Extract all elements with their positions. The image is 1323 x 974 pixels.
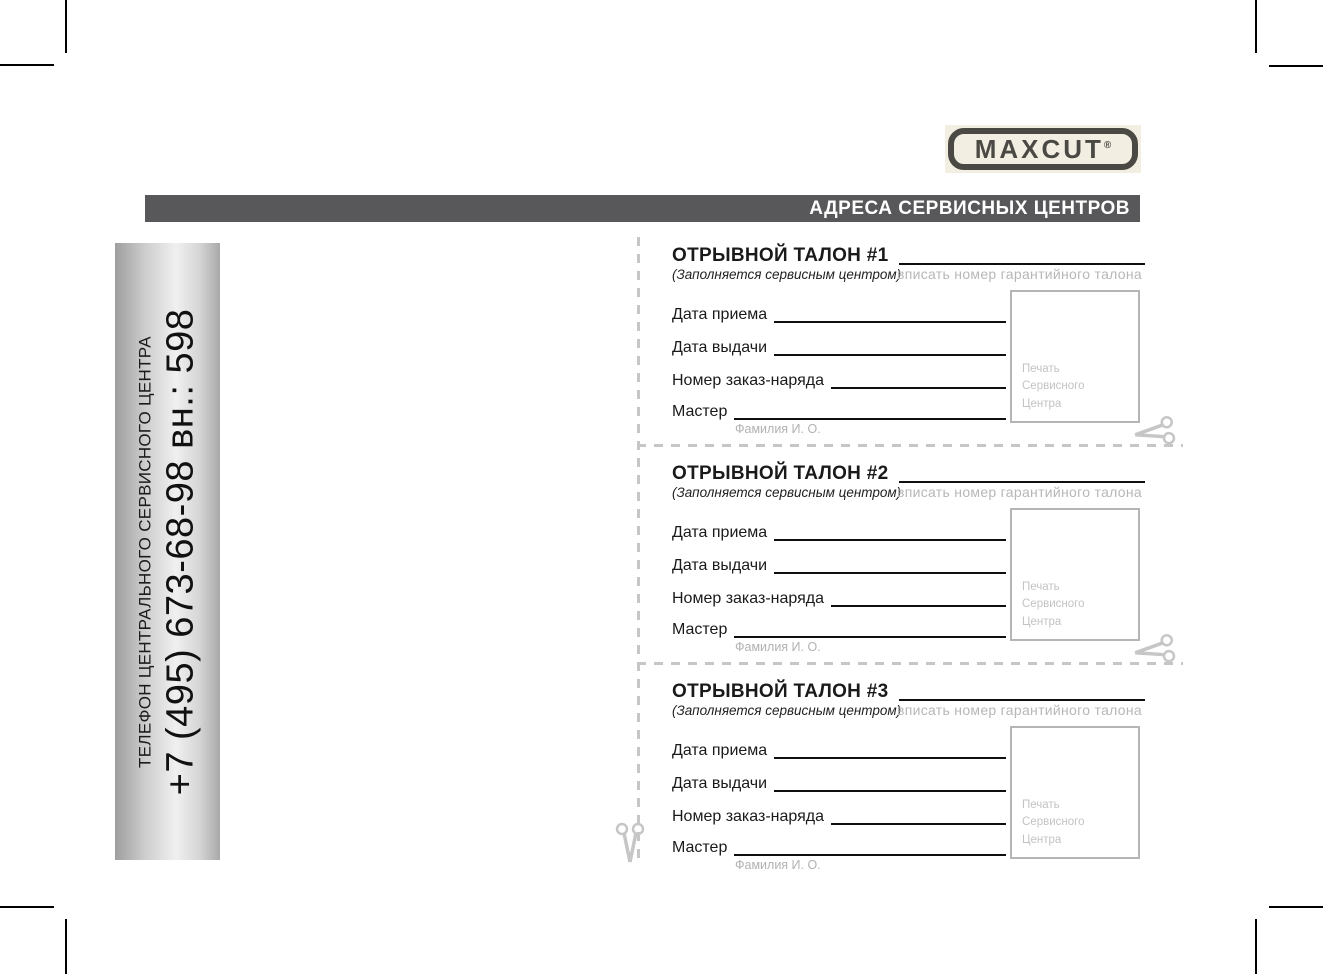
field-row-master bbox=[672, 619, 1006, 639]
field-row-date-received bbox=[672, 740, 1006, 760]
stamp-line: Печать bbox=[1022, 580, 1060, 593]
stamp-line: Центра bbox=[1022, 616, 1062, 629]
field-row-date-received bbox=[672, 522, 1006, 542]
field-blank-line bbox=[831, 373, 1006, 389]
coupon-title: ОТРЫВНОЙ ТАЛОН #1 bbox=[672, 245, 889, 266]
field-row-date-received bbox=[672, 304, 1006, 324]
phone-sidebar bbox=[115, 243, 220, 860]
crop-mark-top-right-h bbox=[1269, 65, 1323, 67]
field-blank-line bbox=[734, 840, 1006, 856]
master-name-note: Фамилия И. О. bbox=[735, 640, 821, 654]
stamp-line: Сервисного bbox=[1022, 598, 1085, 611]
coupon-subtitle: (Заполняется сервисным центром) bbox=[672, 703, 902, 718]
field-row-date-issued bbox=[672, 337, 1006, 357]
warranty-number-hint: вписать номер гарантийного талона bbox=[896, 484, 1142, 500]
tear-off-coupon-1 bbox=[672, 245, 1145, 445]
field-label: Номер заказ-наряда bbox=[672, 808, 825, 825]
stamp-line: Сервисного bbox=[1022, 380, 1085, 393]
stamp-line: Сервисного bbox=[1022, 816, 1085, 829]
field-label: Дата выдачи bbox=[672, 775, 768, 792]
stamp-placeholder-text bbox=[1022, 579, 1084, 632]
warranty-number-blank-line bbox=[899, 683, 1145, 701]
field-blank-line bbox=[774, 525, 1006, 541]
field-blank-line bbox=[734, 622, 1006, 638]
coupon-title-row bbox=[672, 463, 1145, 485]
field-row-work-order-number bbox=[672, 370, 1006, 390]
stamp-placeholder-text bbox=[1022, 361, 1084, 414]
field-label: Дата приема bbox=[672, 306, 768, 323]
field-row-date-issued bbox=[672, 555, 1006, 575]
crop-mark-bottom-right-h bbox=[1269, 906, 1323, 908]
coupon-title-row bbox=[672, 245, 1145, 267]
maxcut-logo-frame bbox=[948, 128, 1138, 170]
warranty-number-blank-line bbox=[899, 465, 1145, 483]
field-blank-line bbox=[774, 340, 1006, 356]
crop-mark-bottom-left-v bbox=[65, 919, 67, 974]
coupon-title: ОТРЫВНОЙ ТАЛОН #3 bbox=[672, 681, 889, 702]
stamp-line: Печать bbox=[1022, 798, 1060, 811]
cut-line-vertical bbox=[637, 237, 640, 862]
field-blank-line bbox=[831, 591, 1006, 607]
field-label: Мастер bbox=[672, 621, 728, 638]
stamp-line: Центра bbox=[1022, 398, 1062, 411]
coupon-title-row bbox=[672, 681, 1145, 703]
field-label: Мастер bbox=[672, 839, 728, 856]
crop-mark-top-left-v bbox=[65, 0, 67, 53]
coupon-subtitle: (Заполняется сервисным центром) bbox=[672, 267, 902, 282]
service-center-stamp-box bbox=[1010, 508, 1140, 641]
master-name-note: Фамилия И. О. bbox=[735, 422, 821, 436]
warranty-number-hint: вписать номер гарантийного талона bbox=[896, 702, 1142, 718]
field-row-master bbox=[672, 401, 1006, 421]
field-row-master bbox=[672, 837, 1006, 857]
section-header-title: АДРЕСА СЕРВИСНЫХ ЦЕНТРОВ bbox=[809, 197, 1130, 219]
field-row-work-order-number bbox=[672, 588, 1006, 608]
field-label: Номер заказ-наряда bbox=[672, 372, 825, 389]
field-blank-line bbox=[734, 404, 1006, 420]
field-label: Дата приема bbox=[672, 742, 768, 759]
field-blank-line bbox=[774, 307, 1006, 323]
coupon-subtitle: (Заполняется сервисным центром) bbox=[672, 485, 902, 500]
crop-mark-top-left-h bbox=[0, 64, 54, 66]
field-label: Дата выдачи bbox=[672, 339, 768, 356]
field-label: Мастер bbox=[672, 403, 728, 420]
field-label: Дата выдачи bbox=[672, 557, 768, 574]
phone-sidebar-number: +7 (495) 673-68-98 вн.: 598 bbox=[158, 308, 201, 795]
field-label: Номер заказ-наряда bbox=[672, 590, 825, 607]
crop-mark-bottom-right-v bbox=[1255, 919, 1257, 974]
phone-sidebar-label: ТЕЛЕФОН ЦЕНТРАЛЬНОГО СЕРВИСНОГО ЦЕНТРА bbox=[134, 335, 154, 768]
stamp-line: Печать bbox=[1022, 362, 1060, 375]
field-blank-line bbox=[774, 558, 1006, 574]
warranty-number-blank-line bbox=[899, 247, 1145, 265]
stamp-placeholder-text bbox=[1022, 797, 1084, 850]
stamp-line: Центра bbox=[1022, 834, 1062, 847]
phone-sidebar-rotated-content bbox=[115, 243, 220, 860]
section-header bbox=[145, 195, 1140, 222]
tear-off-coupon-3 bbox=[672, 681, 1145, 881]
field-blank-line bbox=[774, 776, 1006, 792]
service-center-stamp-box bbox=[1010, 726, 1140, 859]
service-center-stamp-box bbox=[1010, 290, 1140, 423]
master-name-note: Фамилия И. О. bbox=[735, 858, 821, 872]
scissors-icon-3 bbox=[615, 819, 645, 865]
tear-off-coupon-2 bbox=[672, 463, 1145, 663]
field-blank-line bbox=[774, 743, 1006, 759]
warranty-number-hint: вписать номер гарантийного талона bbox=[896, 266, 1142, 282]
crop-mark-top-right-v bbox=[1255, 0, 1257, 53]
registered-trademark-icon: ® bbox=[1103, 140, 1112, 151]
field-row-work-order-number bbox=[672, 806, 1006, 826]
maxcut-logo-text: MAXCUT® bbox=[974, 134, 1112, 164]
field-label: Дата приема bbox=[672, 524, 768, 541]
field-blank-line bbox=[831, 809, 1006, 825]
crop-mark-bottom-left-h bbox=[0, 906, 54, 908]
maxcut-logo bbox=[945, 125, 1141, 173]
field-row-date-issued bbox=[672, 773, 1006, 793]
coupon-title: ОТРЫВНОЙ ТАЛОН #2 bbox=[672, 463, 889, 484]
